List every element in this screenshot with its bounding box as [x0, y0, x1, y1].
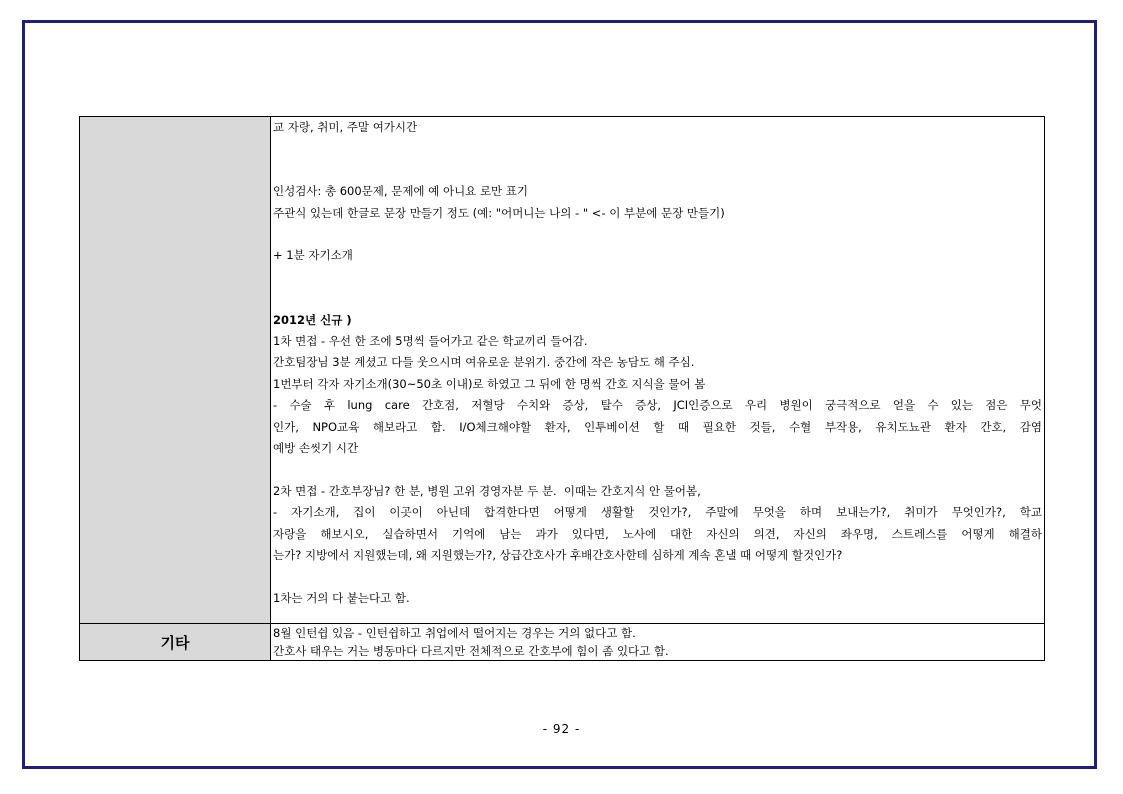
text-line: 1차는 거의 다 붙는다고 함. — [273, 590, 410, 605]
text-line: 교 자랑, 취미, 주말 여가시간 — [273, 120, 418, 134]
details-content-cell — [271, 117, 1045, 624]
text-line — [273, 288, 1042, 309]
text-line — [273, 267, 1042, 288]
text-line: 1차 면접 - 우선 한 조에 5명씩 들어가고 같은 학교끼리 들어감. — [273, 333, 588, 348]
label-cell-empty — [80, 117, 271, 624]
interview-info-table — [79, 116, 1045, 661]
text-line: 주관식 있는데 한글로 문장 만들기 정도 (예: "어머니는 나의 - " <- 이 부분에 문장 만들기) — [273, 205, 725, 220]
text-line — [273, 224, 1042, 245]
text-line: 간호사 태우는 거는 병동마다 다르지만 전체적으로 간호부에 힘이 좀 있다고 함. — [273, 644, 669, 658]
text-line: - 자기소개, 집이 이곳이 아닌데 합격한다면 어떻게 생활할 것인가?, 주말에 무엇을 하며 보내는가?, 취미가 무엇인가?, 학교 — [273, 505, 1042, 520]
text-line — [273, 459, 1042, 480]
details-lines — [273, 117, 1042, 609]
etc-label: 기타 — [80, 624, 271, 661]
text-line: + 1분 자기소개 — [273, 248, 353, 263]
etc-content-cell — [271, 624, 1045, 661]
text-line — [273, 138, 1042, 159]
text-line: - 수술 후 lung care 간호점, 저혈당 수치와 증상, 탈수 증상, JCI인증으로 우리 병원이 궁극적으로 얻을 수 있는 점은 무엇 — [273, 398, 1042, 413]
text-line — [273, 566, 1042, 587]
page-number: - 92 - — [542, 722, 581, 736]
text-line: 8월 인턴쉽 있음 - 인턴쉽하고 취업에서 떨어지는 경우는 거의 없다고 함. — [273, 626, 636, 640]
table-row-details — [80, 117, 1045, 624]
text-line: 자랑을 해보시오, 실습하면서 기억에 남는 과가 있다면, 노사에 대한 자신의 의견, 자신의 좌우명, 스트레스를 어떻게 해결하 — [273, 526, 1042, 541]
text-line: 2012년 신규 ) — [273, 312, 352, 327]
table-row-etc — [80, 624, 1045, 661]
text-line: 간호팀장님 3분 계셨고 다들 웃으시며 여유로운 분위기. 중간에 작은 농담도 해 주심. — [273, 355, 695, 370]
text-line: 인성검사: 총 600문제, 문제에 예 아니요 로만 표기 — [273, 184, 529, 199]
text-line: 는가? 지방에서 지원했는데, 왜 지원했는가?, 상급간호사가 후배간호사한테 심하게 계속 혼낼 때 어떻게 할것인가? — [273, 548, 843, 563]
text-line: 예방 손씻기 시간 — [273, 441, 359, 456]
etc-lines — [273, 624, 1042, 660]
text-line — [273, 160, 1042, 181]
text-line: 2차 면접 - 간호부장님? 한 분, 병원 고위 경영자분 두 분. 이때는 간호지식 안 물어봄, — [273, 483, 701, 498]
text-line: 1번부터 각자 자기소개(30~50초 이내)로 하였고 그 뒤에 한 명씩 간호 지식을 물어 봄 — [273, 376, 706, 391]
text-line: 인가, NPO교육 해보라고 함. I/O체크해야할 환자, 인투베이션 할 때 필요한 것들, 수혈 부작용, 유치도뇨관 환자 간호, 감염 — [273, 419, 1042, 434]
